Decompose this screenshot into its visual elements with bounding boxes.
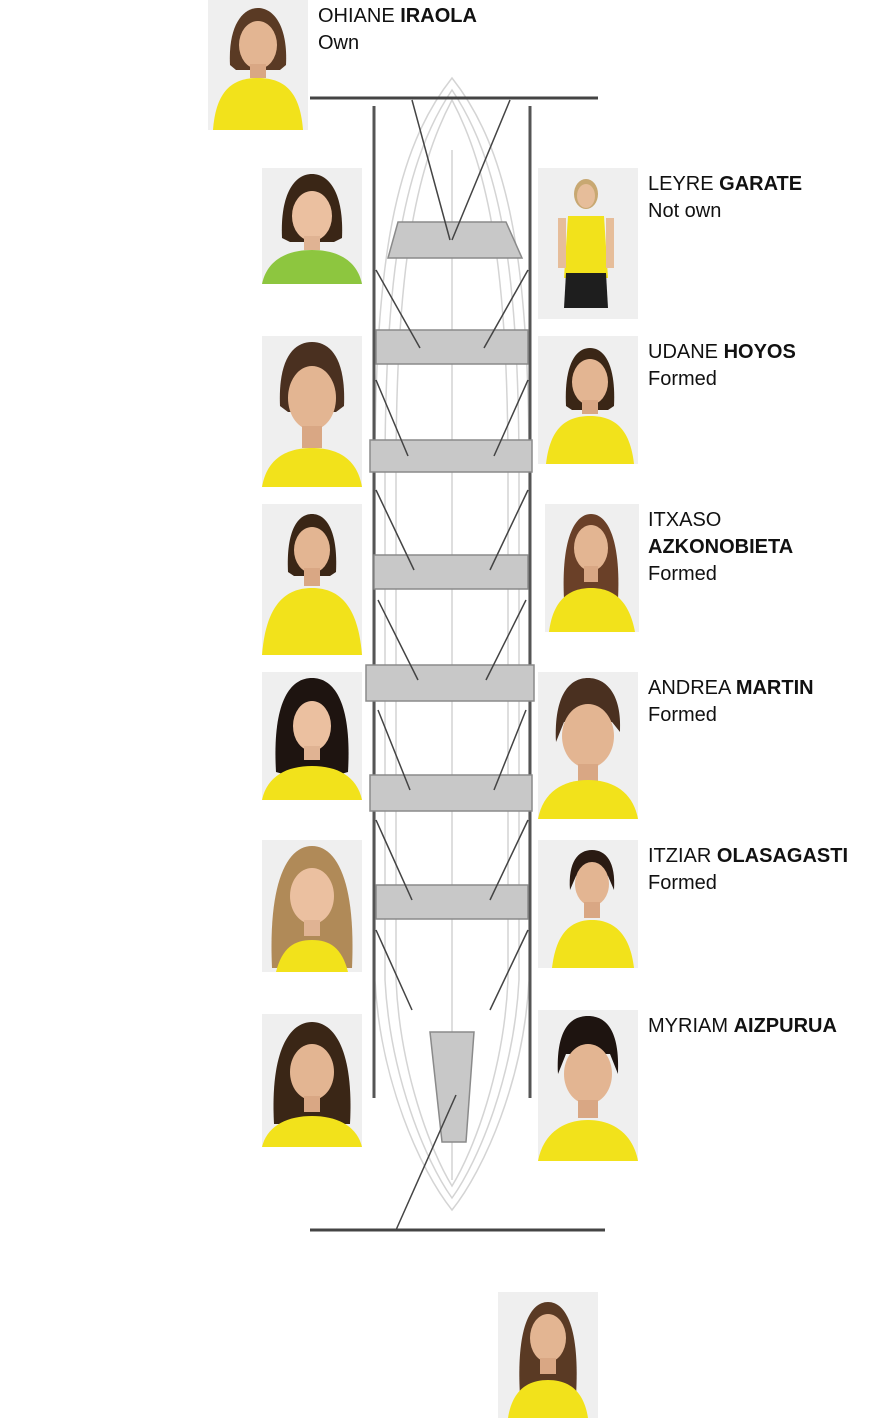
rower-photo bbox=[208, 0, 308, 130]
rower-photo bbox=[262, 672, 362, 800]
rower-name: MYRIAM AIZPURUA bbox=[648, 1015, 837, 1037]
portrait-icon bbox=[538, 168, 638, 319]
portrait-icon bbox=[262, 336, 362, 487]
portrait-icon bbox=[538, 840, 638, 968]
portrait-icon bbox=[208, 0, 308, 130]
portrait-icon bbox=[262, 168, 362, 284]
rower-photo bbox=[262, 168, 362, 284]
rower-photo bbox=[262, 504, 362, 655]
thwarts bbox=[366, 222, 534, 1142]
rower-photo bbox=[538, 336, 638, 464]
rower-name: ANDREA MARTIN Formed bbox=[648, 677, 814, 726]
portrait-icon bbox=[262, 1014, 362, 1147]
rower-photo bbox=[498, 1292, 598, 1418]
portrait-icon bbox=[538, 336, 638, 464]
portrait-icon bbox=[262, 672, 362, 800]
portrait-icon bbox=[538, 1010, 638, 1161]
rower-name: UDANE HOYOS Formed bbox=[648, 341, 796, 390]
portrait-icon bbox=[262, 504, 362, 655]
rower-photo bbox=[538, 1010, 638, 1161]
rower-photo bbox=[538, 840, 638, 968]
rower-photo bbox=[262, 1014, 362, 1147]
portrait-icon bbox=[262, 840, 362, 972]
rower-photo bbox=[538, 168, 638, 319]
rower-name: LEYRE GARATE Not own bbox=[648, 173, 803, 222]
rower-name: OHIANE IRAOLA Own bbox=[318, 5, 477, 54]
rower-name: ITXASO AZKONOBIETA Formed bbox=[648, 509, 794, 585]
portrait-icon bbox=[538, 672, 638, 819]
rower-photo bbox=[545, 504, 639, 632]
rower-photo bbox=[262, 840, 362, 972]
rower-photo bbox=[262, 336, 362, 487]
rower-name: ITZIAR OLASAGASTI Formed bbox=[648, 845, 849, 894]
portrait-icon bbox=[545, 504, 639, 632]
portrait-icon bbox=[498, 1292, 598, 1418]
rower-photo bbox=[538, 672, 638, 819]
